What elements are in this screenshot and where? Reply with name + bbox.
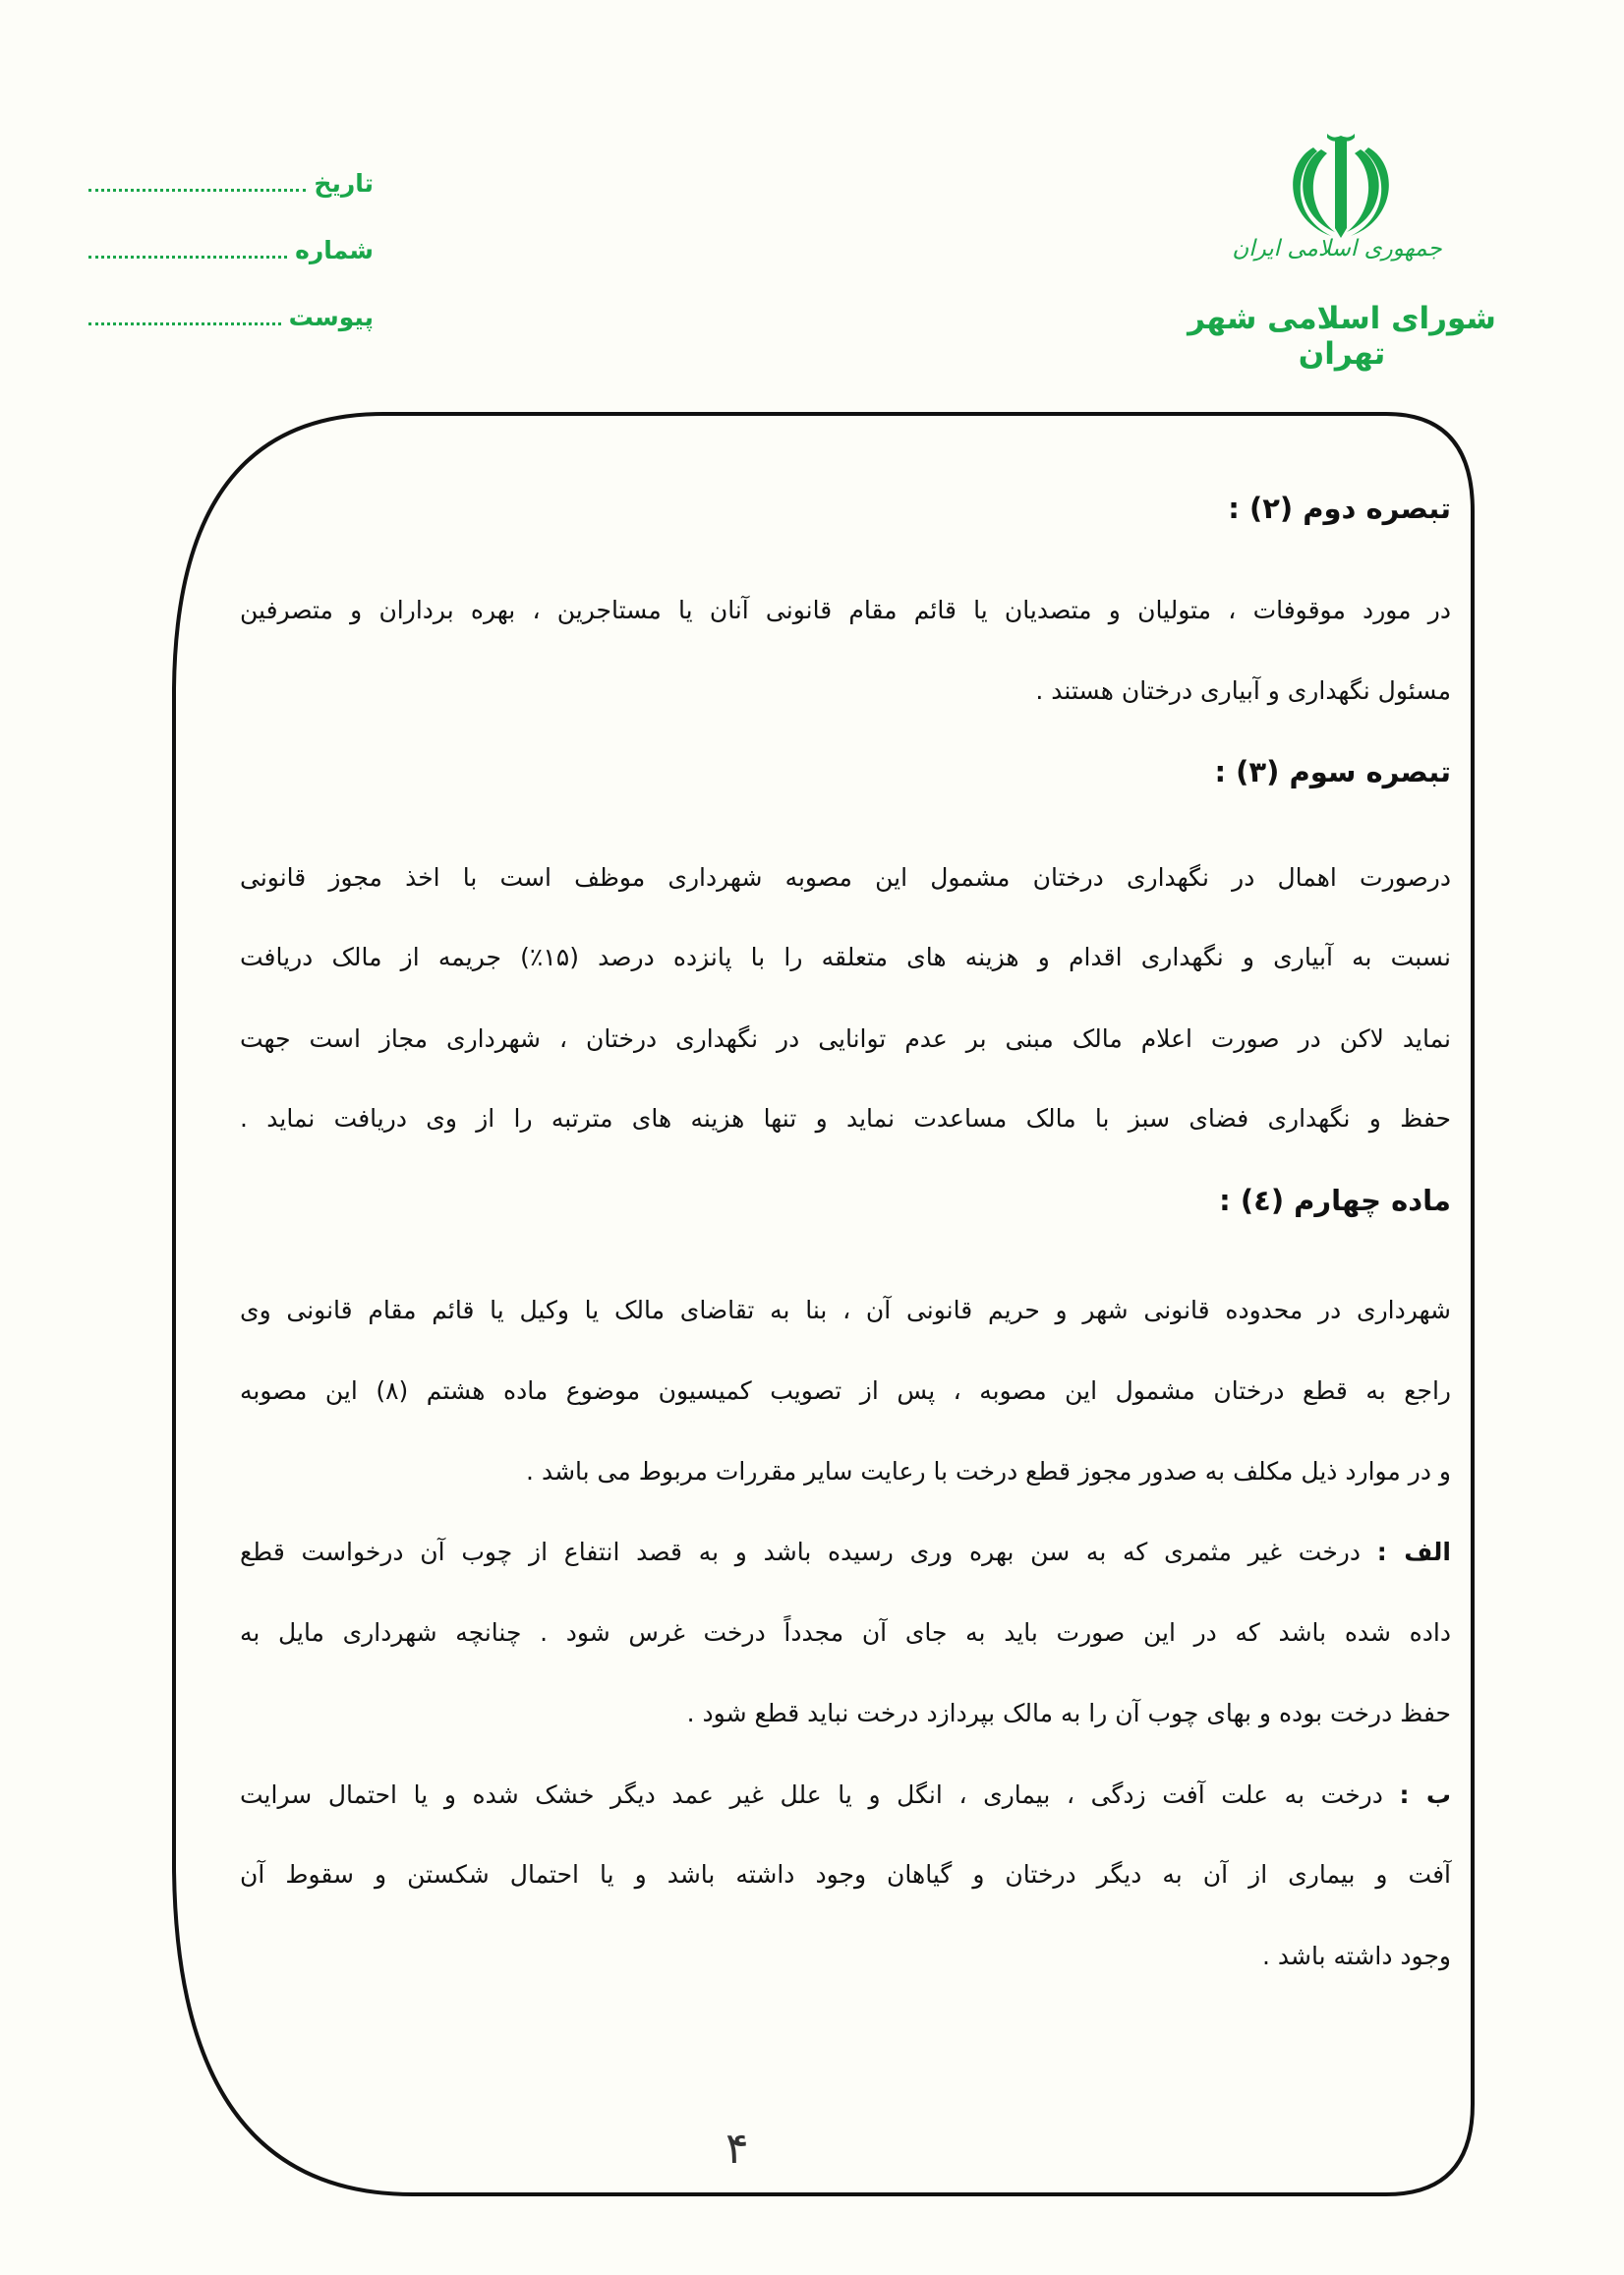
article4-heading: ماده چهارم (٤) : (1219, 1184, 1451, 1217)
clause-be-line: وجود داشته باشد . (1262, 1942, 1451, 1970)
clause-alef-text: درخت غیر مثمری که به سن بهره وری رسیده باشد و به قصد انتفاع از چوب آن درخواست قطع (240, 1538, 1361, 1566)
page-number: ۴ (725, 2124, 749, 2174)
date-label: تاریخ (314, 169, 374, 198)
note3-line: حفظ و نگهداری فضای سبز با مالک مساعدت نماید و تنها هزینه های مترتبه را از وی دریافت نماید . (240, 1104, 1451, 1133)
clause-be-line (240, 1780, 1451, 1809)
note3-line: درصورت اهمال در نگهداری درختان مشمول این مصوبه شهرداری موظف است با اخذ مجوز قانونی (240, 863, 1451, 892)
clause-be-line: آفت و بیماری از آن به دیگر درختان و گیاهان وجود داشته باشد و یا احتمال شکستن و سقوط آن (240, 1860, 1451, 1889)
note3-heading: تبصره سوم (۳) : (1214, 755, 1451, 788)
note2-line: مسئول نگهداری و آبیاری درختان هستند . (1035, 676, 1451, 705)
clause-be-lead: ب : (1399, 1780, 1451, 1809)
article4-line: شهرداری در محدوده قانونی شهر و حریم قانونی آن ، بنا به تقاضای مالک یا وکیل یا قائم مقام قانونی وی (240, 1296, 1451, 1324)
attachment-label: پیوست (288, 303, 374, 331)
article4-line: راجع به قطع درختان مشمول این مصوبه ، پس از تصویب کمیسیون موضوع ماده هشتم (۸) این مصوبه (240, 1376, 1451, 1405)
note2-line: در مورد موقوفات ، متولیان و متصدیان یا قائم مقام قانونی آنان یا مستاجرین ، بهره برداران و متصرفین (240, 596, 1451, 624)
note3-line: نسبت به آبیاری و نگهداری اقدام و هزینه های متعلقه را با پانزده درصد (۱۵٪) جریمه از مالک دریافت (240, 943, 1451, 971)
number-label: شماره (295, 236, 374, 264)
clause-be-text: درخت به علت آفت زدگی ، بیماری ، انگل و یا علل غیر عمد دیگر خشک شده و یا احتمال سرایت (240, 1780, 1383, 1809)
clause-alef-line (240, 1538, 1451, 1566)
council-name: شورای اسلامی شهر تهران (1188, 301, 1496, 372)
note2-heading: تبصره دوم (۲) : (1228, 492, 1451, 525)
clause-alef-lead: الف : (1376, 1538, 1451, 1566)
article4-line: و در موارد ذیل مکلف به صدور مجوز قطع درخت با رعایت سایر مقررات مربوط می باشد . (526, 1457, 1451, 1486)
republic-name: جمهوری اسلامی ایران (1232, 236, 1442, 262)
clause-alef-line: داده شده باشد که در این صورت باید به جای آن مجدداً درخت غرس شود . چنانچه شهرداری مایل به (240, 1618, 1451, 1647)
note3-line: نماید لاکن در صورت اعلام مالک مبنی بر عدم توانایی در نگهداری درختان ، شهرداری مجاز است جهت (240, 1024, 1451, 1053)
clause-alef-line: حفظ درخت بوده و بهای چوب آن را به مالک بپردازد درخت نباید قطع شود . (686, 1699, 1451, 1727)
